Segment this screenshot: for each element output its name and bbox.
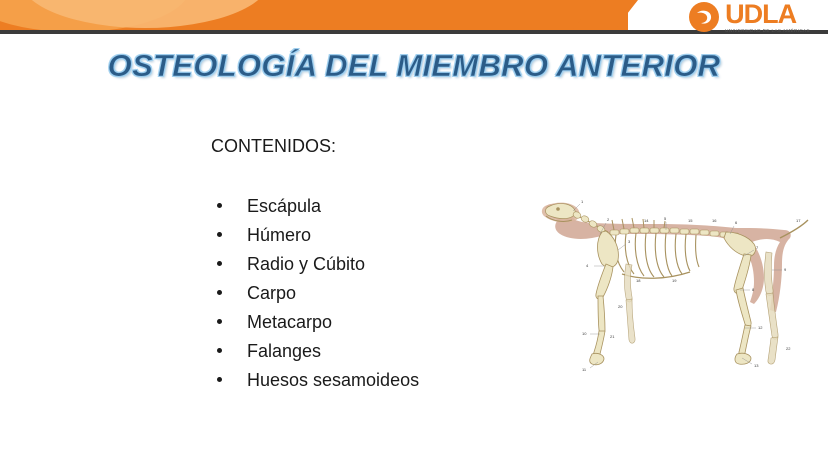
bullet-dot-icon — [217, 319, 222, 324]
contents-bullet-list — [211, 192, 419, 395]
udla-logo — [689, 0, 810, 34]
figure-label: 12 — [758, 325, 763, 330]
figure-label: 9 — [784, 267, 787, 272]
figure-label: 1 — [581, 199, 584, 204]
list-item — [211, 308, 419, 337]
list-item — [211, 279, 419, 308]
bullet-dot-icon — [217, 261, 222, 266]
figure-label: 19 — [672, 278, 677, 283]
list-item-label: Huesos sesamoideos — [247, 370, 420, 390]
list-item-label: Carpo — [247, 283, 297, 303]
figure-label: 16 — [712, 218, 717, 223]
figure-label: 11 — [582, 367, 587, 372]
figure-label: 8 — [752, 287, 755, 292]
figure-label: 3 — [628, 239, 631, 244]
page-title: OSTEOLOGÍA DEL MIEMBRO ANTERIOR — [107, 48, 721, 83]
bullet-dot-icon — [217, 232, 222, 237]
figure-label: 10 — [582, 331, 587, 336]
content-heading: CONTENIDOS: — [211, 136, 337, 156]
figure-label: 22 — [786, 346, 791, 351]
list-item-label: Húmero — [247, 225, 312, 245]
bullet-dot-icon — [217, 377, 222, 382]
list-item-label: Falanges — [247, 341, 322, 361]
list-item-label: Radio y Cúbito — [247, 254, 366, 274]
dog-skeleton-diagram — [540, 178, 810, 393]
figure-label: 2 — [607, 217, 610, 222]
list-item — [211, 250, 419, 279]
figure-label: 7 — [756, 245, 759, 250]
figure-label: 4 — [586, 263, 589, 268]
figure-label: 18 — [636, 278, 641, 283]
figure-label: 6 — [735, 220, 738, 225]
list-item — [211, 337, 419, 366]
figure-label: 14 — [644, 218, 649, 223]
list-item — [211, 192, 419, 221]
udla-swirl-icon — [689, 2, 719, 32]
list-item — [211, 221, 419, 250]
list-item-label: Metacarpo — [247, 312, 333, 332]
figure-label: 20 — [618, 304, 623, 309]
list-item — [211, 366, 419, 395]
header-white-rule — [0, 34, 828, 40]
bullet-dot-icon — [217, 348, 222, 353]
figure-label: 13 — [754, 363, 759, 368]
figure-label: 17 — [796, 218, 801, 223]
udla-wordmark-block — [725, 1, 810, 34]
figure-label: 15 — [688, 218, 693, 223]
list-item-label: Escápula — [247, 196, 322, 216]
bullet-dot-icon — [217, 203, 222, 208]
udla-wordmark: UDLA — [725, 0, 797, 29]
bullet-dot-icon — [217, 290, 222, 295]
figure-label: 21 — [610, 334, 615, 339]
figure-label: 5 — [664, 216, 667, 221]
udla-tagline: UNIVERSIDAD DE LAS AMÉRICAS — [725, 27, 810, 33]
